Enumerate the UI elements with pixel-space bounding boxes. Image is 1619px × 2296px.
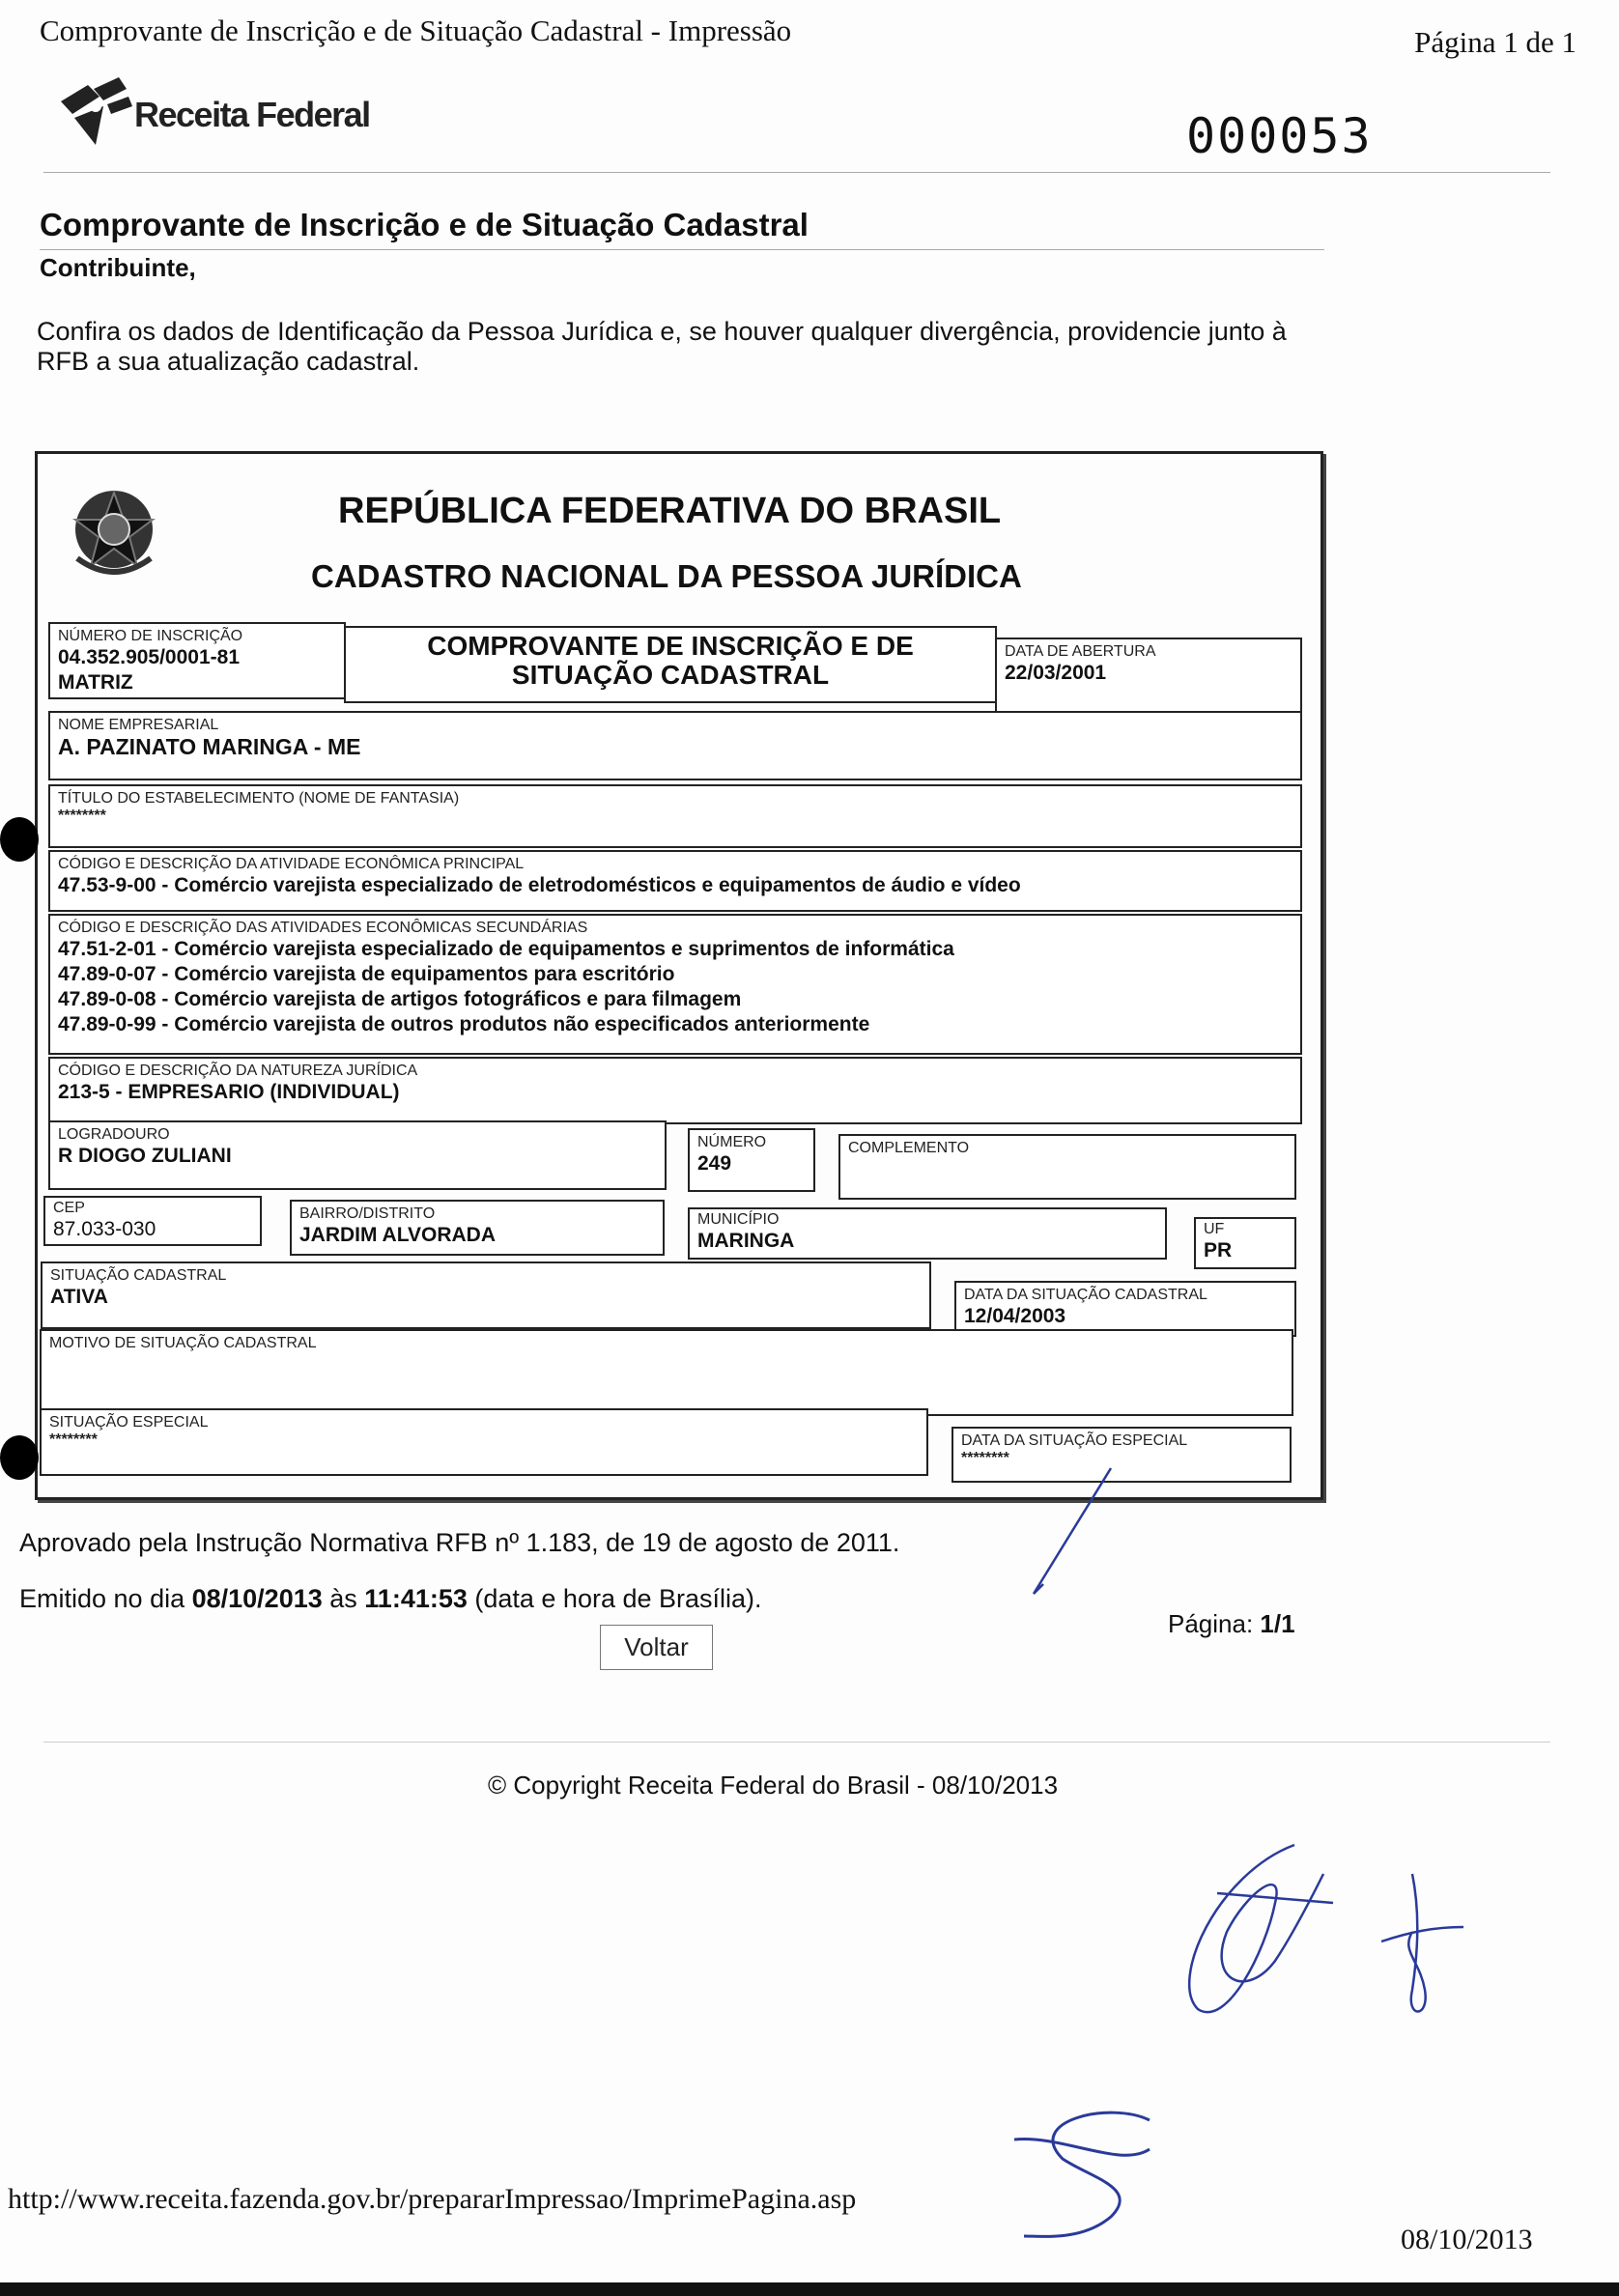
issued-mid: às (322, 1584, 365, 1613)
field-value: ******** (58, 808, 106, 824)
field-label: TÍTULO DO ESTABELECIMENTO (NOME DE FANTASIA) (58, 790, 460, 807)
issued-prefix: Emitido no dia (19, 1584, 192, 1613)
field-uf (1194, 1217, 1296, 1269)
field-cep (43, 1196, 262, 1246)
field-label: CÓDIGO E DESCRIÇÃO DAS ATIVIDADES ECONÔMICAS SECUNDÁRIAS (58, 920, 588, 936)
field-value: 87.033-030 (53, 1218, 156, 1240)
field-atividades-secundarias (48, 914, 1302, 1055)
field-value: ******** (49, 1431, 98, 1448)
greeting: Contribuinte, (40, 253, 196, 282)
copyright: © Copyright Receita Federal do Brasil - 08/10/2013 (488, 1771, 1059, 1800)
divider (40, 249, 1324, 250)
field-numero (688, 1128, 815, 1192)
field-value: 12/04/2003 (964, 1305, 1066, 1327)
field-complemento (838, 1134, 1296, 1200)
punch-hole-mark (0, 1435, 39, 1480)
handwritten-signature (1159, 1835, 1507, 2241)
field-value: 22/03/2001 (1005, 662, 1107, 684)
doc-title-box (344, 626, 997, 703)
field-value: 213-5 - EMPRESARIO (INDIVIDUAL) (58, 1081, 400, 1103)
field-value: R DIOGO ZULIANI (58, 1145, 232, 1167)
stamp-number: 000053 (1186, 108, 1373, 164)
field-label: BAIRRO/DISTRITO (299, 1205, 436, 1222)
punch-hole-mark (0, 817, 39, 862)
field-label: MOTIVO DE SITUAÇÃO CADASTRAL (49, 1335, 317, 1351)
brazil-coat-of-arms-icon (64, 481, 164, 583)
field-value: PR (1204, 1239, 1233, 1261)
divider (43, 1742, 1550, 1743)
field-motivo-situacao (40, 1329, 1293, 1416)
field-value: 249 (697, 1152, 732, 1175)
field-value: ATIVA (50, 1286, 108, 1308)
approval-note: Aprovado pela Instrução Normativa RFB nº 1.183, de 19 de agosto de 2011. (19, 1528, 900, 1557)
logo-text: Receita Federal (134, 95, 370, 134)
field-atividade-principal (48, 850, 1302, 912)
issued-time: 11:41:53 (364, 1584, 468, 1613)
intro-text: Confira os dados de Identificação da Pessoa Jurídica e, se houver qualquer divergência, providencie junto à RFB a sua atualização cadastral. (37, 317, 1287, 376)
field-label: CÓDIGO E DESCRIÇÃO DA ATIVIDADE ECONÔMICA PRINCIPAL (58, 856, 525, 872)
handwritten-initials (1005, 2101, 1169, 2246)
receita-federal-logo (51, 68, 380, 155)
field-natureza-juridica (48, 1057, 1302, 1124)
field-value: MARINGA (697, 1230, 795, 1252)
field-label: COMPLEMENTO (848, 1140, 970, 1156)
field-label: CEP (53, 1200, 85, 1216)
print-header-page: Página 1 de 1 (1414, 25, 1576, 59)
secondary-activity: 47.51-2-01 - Comércio varejista especializado de equipamentos e suprimentos de informática (58, 938, 954, 960)
issued-suffix: (data e hora de Brasília). (467, 1584, 762, 1613)
field-logradouro (48, 1120, 667, 1190)
print-footer-date: 08/10/2013 (1401, 2224, 1533, 2255)
field-label: NÚMERO (697, 1134, 767, 1150)
field-label: SITUAÇÃO CADASTRAL (50, 1267, 227, 1284)
page-indicator (1168, 1609, 1295, 1639)
card-title-republica: REPÚBLICA FEDERATIVA DO BRASIL (338, 491, 1002, 531)
page-value: 1/1 (1260, 1609, 1295, 1638)
field-label: MUNICÍPIO (697, 1211, 780, 1228)
card-title-cadastro: CADASTRO NACIONAL DA PESSOA JURÍDICA (311, 558, 1022, 594)
field-value-type: MATRIZ (58, 671, 133, 694)
back-button[interactable]: Voltar (600, 1625, 713, 1670)
handwritten-signature (985, 1449, 1179, 1623)
field-label: DATA DE ABERTURA (1005, 643, 1156, 660)
field-situacao-especial (40, 1408, 928, 1476)
field-value: ******** (961, 1450, 1009, 1466)
field-value: A. PAZINATO MARINGA - ME (58, 734, 361, 759)
field-value: 04.352.905/0001-81 (58, 646, 241, 668)
field-label: UF (1204, 1221, 1225, 1237)
field-situacao-cadastral (41, 1261, 931, 1329)
secondary-activity: 47.89-0-08 - Comércio varejista de artigos fotográficos e para filmagem (58, 988, 742, 1010)
field-data-abertura (995, 638, 1302, 713)
field-nome-empresarial (48, 711, 1302, 780)
field-label: DATA DA SITUAÇÃO CADASTRAL (964, 1287, 1207, 1303)
doc-title: COMPROVANTE DE INSCRIÇÃO E DE SITUAÇÃO CADASTRAL (427, 631, 914, 690)
page-label: Página: (1168, 1609, 1261, 1638)
field-value: 47.53-9-00 - Comércio varejista especializado de eletrodomésticos e equipamentos de áudio e vídeo (58, 874, 1021, 896)
field-titulo-estabelecimento (48, 784, 1302, 848)
field-label: SITUAÇÃO ESPECIAL (49, 1414, 209, 1431)
print-footer-url: http://www.receita.fazenda.gov.br/prepararImpressao/ImprimePagina.asp (8, 2183, 857, 2215)
print-header-title: Comprovante de Inscrição e de Situação Cadastral - Impressão (40, 14, 792, 47)
issued-note (19, 1584, 762, 1614)
field-value: JARDIM ALVORADA (299, 1224, 496, 1246)
issued-date: 08/10/2013 (191, 1584, 323, 1613)
divider (43, 172, 1550, 173)
field-label: DATA DA SITUAÇÃO ESPECIAL (961, 1432, 1188, 1449)
page-heading: Comprovante de Inscrição e de Situação Cadastral (40, 207, 809, 242)
field-label: LOGRADOURO (58, 1126, 170, 1143)
scan-edge (0, 2282, 1619, 2296)
field-label: CÓDIGO E DESCRIÇÃO DA NATUREZA JURÍDICA (58, 1063, 418, 1079)
field-municipio (688, 1207, 1167, 1260)
receita-logo-icon (51, 68, 138, 155)
field-label: NOME EMPRESARIAL (58, 717, 219, 733)
field-numero-inscricao (48, 622, 346, 699)
field-label: NÚMERO DE INSCRIÇÃO (58, 628, 243, 644)
secondary-activity: 47.89-0-99 - Comércio varejista de outros produtos não especificados anteriormente (58, 1013, 870, 1035)
secondary-activity: 47.89-0-07 - Comércio varejista de equipamentos para escritório (58, 963, 675, 985)
field-bairro (290, 1200, 665, 1256)
